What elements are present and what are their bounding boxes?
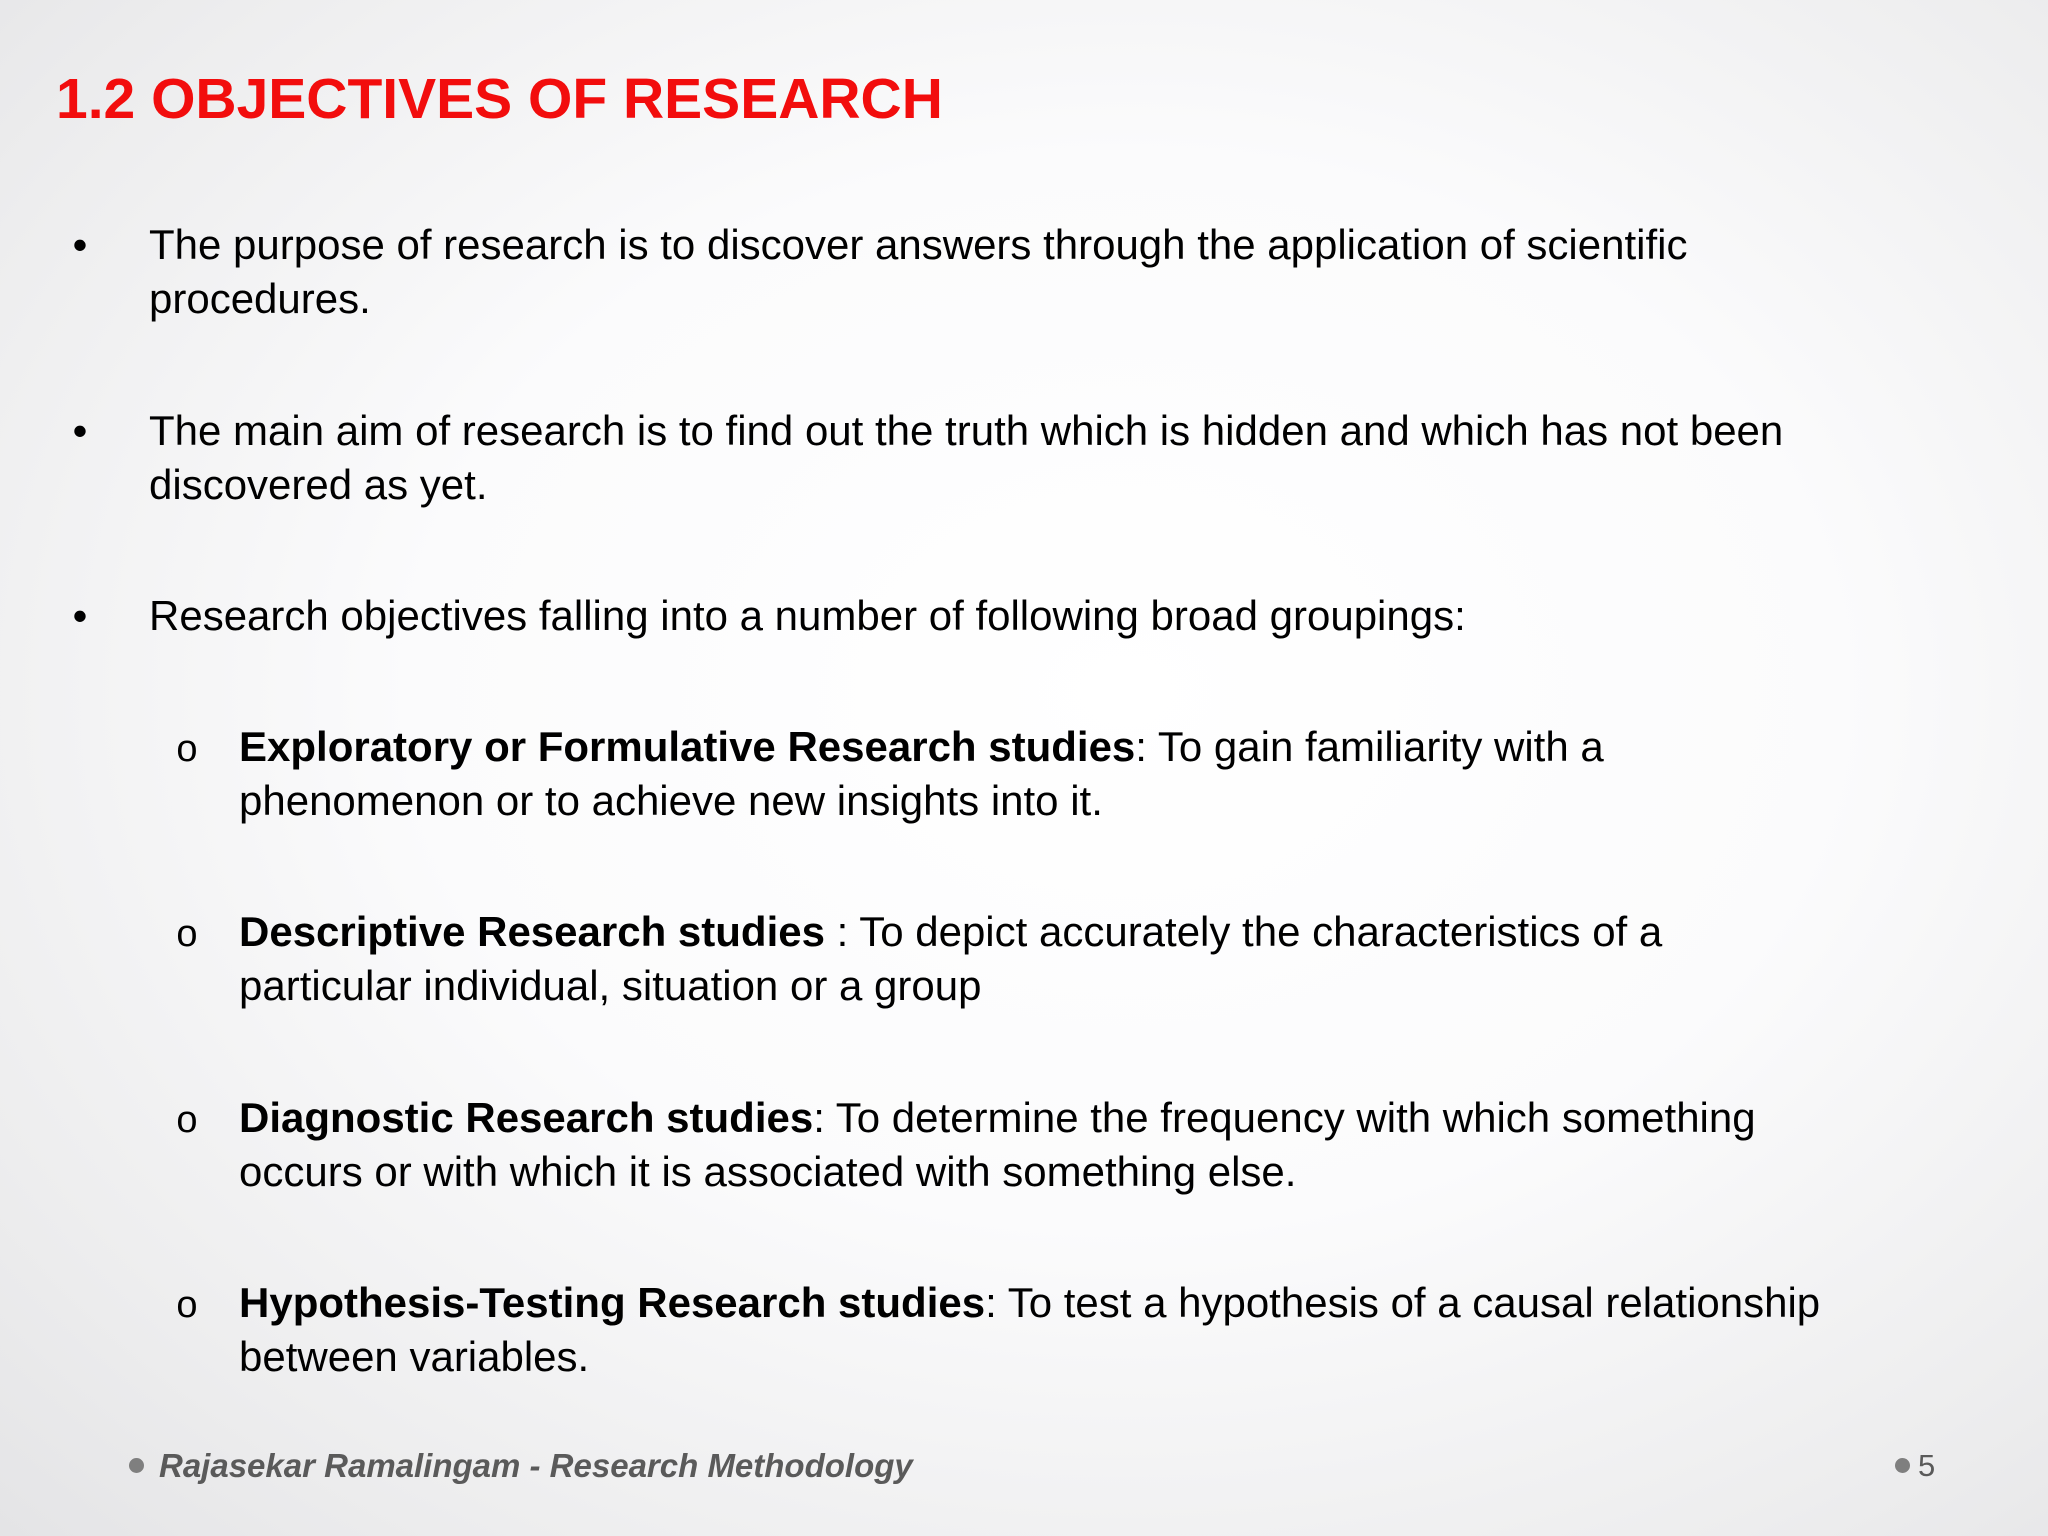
sub-bullet-description: : To test a hypothesis of a causal relationship [985, 1279, 1821, 1326]
sub-bullet-description-cont: particular individual, situation or a group [239, 962, 982, 1009]
bullet-marker: • [72, 407, 88, 454]
sub-bullet-description: : To determine the frequency with which something [813, 1094, 1756, 1141]
sub-bullet-description-cont: phenomenon or to achieve new insights into it. [239, 777, 1103, 824]
sub-bullet-term: Diagnostic Research studies [239, 1094, 814, 1141]
bullet-marker: • [72, 221, 88, 268]
footer-author-course: Rajasekar Ramalingam - Research Methodology [159, 1447, 913, 1484]
sub-bullet-term: Descriptive Research studies [239, 908, 825, 955]
bullet-line: discovered as yet. [149, 461, 488, 508]
bullet-line: The main aim of research is to find out the truth which is hidden and which has not been [149, 407, 1784, 454]
sub-bullet-marker: o [176, 1099, 198, 1141]
bullet-line: procedures. [149, 275, 371, 322]
bullet-text [149, 404, 1969, 512]
sub-bullet-text [239, 1091, 1979, 1199]
bullet-text [149, 218, 1969, 326]
slide-title: 1.2 OBJECTIVES OF RESEARCH [56, 67, 943, 131]
sub-bullet-text [239, 905, 1979, 1013]
sub-bullet-marker: o [176, 913, 198, 955]
bullet-text [149, 589, 1969, 643]
sub-bullet-term: Hypothesis-Testing Research studies [239, 1279, 986, 1326]
sub-bullet-marker: o [176, 728, 198, 770]
sub-bullet-text [239, 720, 1979, 828]
sub-bullet-text [239, 1276, 1979, 1384]
sub-bullet-description: : To gain familiarity with a [1135, 723, 1604, 770]
sub-bullet-term: Exploratory or Formulative Research studies [239, 723, 1136, 770]
bullet-line: The purpose of research is to discover answers through the application of scientific [149, 221, 1688, 268]
bullet-marker: • [72, 592, 88, 639]
sub-bullet-description-cont: occurs or with which it is associated with something else. [239, 1148, 1297, 1195]
bullet-line: Research objectives falling into a number of following broad groupings: [149, 592, 1466, 639]
footer-dot-icon [129, 1458, 144, 1473]
sub-bullet-description-cont: between variables. [239, 1333, 590, 1380]
sub-bullet-description: : To depict accurately the characteristics of a [824, 908, 1663, 955]
sub-bullet-marker: o [176, 1284, 198, 1326]
slide-footer [0, 1446, 2048, 1486]
page-number: 5 [1918, 1448, 1936, 1483]
page-dot-icon [1895, 1458, 1910, 1473]
